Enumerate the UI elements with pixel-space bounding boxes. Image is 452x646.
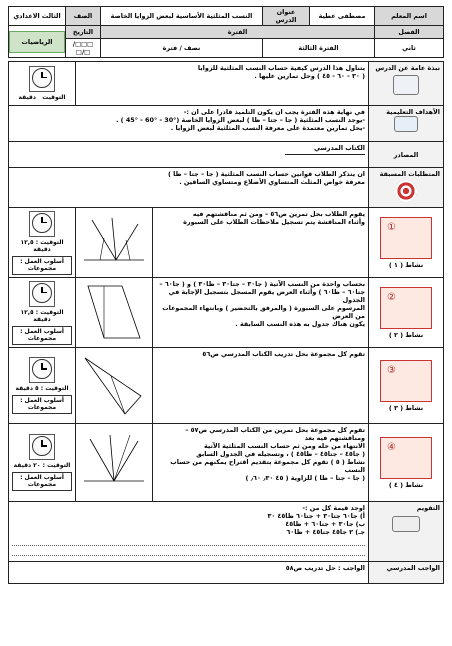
homework-text: الواجب : حل تدريب ص٥٨ bbox=[285, 564, 365, 572]
objectives-label-cell bbox=[369, 106, 444, 142]
timing-unit: دقيقة bbox=[18, 93, 36, 101]
presentation-chart-icon bbox=[393, 75, 419, 95]
activity-4-line-5: ( جا – جتا – ظا ) للزاوية ( ٤٥ ٫٣٠ ٫٦٠ ) bbox=[245, 474, 365, 482]
term-label: الفصل bbox=[375, 26, 444, 39]
evaluation-content bbox=[9, 502, 369, 562]
activity-4-content bbox=[153, 424, 369, 502]
activity-1-content bbox=[153, 208, 369, 278]
header-table bbox=[8, 6, 444, 58]
lesson-plan-page bbox=[8, 6, 444, 636]
timing-label: التوقيت bbox=[42, 93, 66, 101]
period-label: الفترة bbox=[101, 26, 375, 39]
overview-content bbox=[76, 62, 369, 106]
activity-2-figure bbox=[76, 278, 153, 348]
classroom-image-2: ② bbox=[380, 287, 432, 329]
activity-1-line-1: يقوم الطلاب بحل تمرين ص٥٦ – ومن ثم مناقشتهم فيه bbox=[192, 210, 365, 218]
activity-3-method-label: أسلوب العمل : bbox=[20, 396, 64, 404]
activity-4-time: التوقيت : ٢٠ دقيقة bbox=[13, 462, 71, 470]
activity-3-method-box bbox=[12, 395, 72, 414]
activity-1-method-box bbox=[12, 256, 72, 275]
activity-3-figure bbox=[76, 348, 153, 424]
clock-icon bbox=[29, 211, 55, 237]
prereq-label-cell bbox=[369, 168, 444, 208]
homework-content bbox=[9, 562, 369, 584]
activity-3-time: التوقيت : ٥ دقيقة bbox=[15, 385, 69, 393]
target-icon bbox=[395, 180, 417, 202]
prereq-line-2: معرفة خواص المثلث المتساوي الأضلاع ومتساوي الساقين . bbox=[179, 178, 365, 186]
overview-timing bbox=[9, 62, 76, 106]
lesson-title-label: عنوان الدرس bbox=[263, 7, 310, 26]
activity-4-line-3: ( جا٤٥ – جتا٤٥ – ظا٤٥ ) ، وتسجيله في الجدول السابق bbox=[196, 450, 365, 458]
date-value: □□□/□/□ bbox=[66, 39, 101, 58]
activity-2-content bbox=[153, 278, 369, 348]
activity-1-method-label: أسلوب العمل : bbox=[20, 257, 64, 265]
activity-1-meta bbox=[9, 208, 76, 278]
grade-label: الصف bbox=[66, 7, 101, 26]
activity-2-method-box bbox=[12, 326, 72, 345]
objectives-line-2: -يوجد النسب المثلثية ( جا – جتا – ظا ) لبعض الزوايا الخاصة (°30 - °60 - °45 ) . bbox=[116, 116, 365, 124]
activity-1-label: نشاط ( ١ ) bbox=[388, 260, 424, 269]
clock-icon bbox=[29, 357, 55, 383]
activity-3-method: مجموعات bbox=[27, 404, 57, 412]
activity-3-label: نشاط ( ٣ ) bbox=[388, 403, 424, 412]
activity-4-label-cell bbox=[369, 424, 444, 502]
evaluation-line-4: جـ) ٢ جا٤٥ جتا٤٥ + ظا٦٠ bbox=[286, 528, 365, 536]
resources-label: المصادر bbox=[369, 142, 444, 168]
activity-2-method-label: أسلوب العمل : bbox=[20, 327, 64, 335]
objectives-content bbox=[9, 106, 369, 142]
activity-4-label: نشاط ( ٤ ) bbox=[388, 480, 424, 489]
prereq-label: المتطلبات المسبقة bbox=[379, 170, 440, 178]
term-value: ثاني bbox=[375, 39, 444, 58]
activity-2-meta bbox=[9, 278, 76, 348]
classroom-image-3: ③ bbox=[380, 360, 432, 402]
pencil-icon bbox=[392, 516, 420, 532]
main-table bbox=[8, 61, 444, 584]
activity-1-time: التوقيت : ١٢,٥ دقيقة bbox=[20, 238, 64, 253]
objectives-line-3: -يحل تمارين معتمدة على معرفة النسب المثلثية لبعض الزوايا . bbox=[170, 124, 365, 132]
activity-4-figure bbox=[76, 424, 153, 502]
activity-4-method-box bbox=[12, 472, 72, 491]
objectives-label: الأهداف التعليمية bbox=[386, 108, 440, 116]
overview-label-cell bbox=[369, 62, 444, 106]
parallelogram-diagram bbox=[82, 282, 146, 342]
overview-label: نبذة عامة عن الدرس bbox=[375, 64, 440, 72]
activity-1-line-2: وأثناء المناقشة يتم تسجيل ملاحظات الطلاب على السبورة bbox=[183, 218, 365, 226]
activity-2-label-cell bbox=[369, 278, 444, 348]
objectives-icon bbox=[394, 116, 418, 132]
subject-badge bbox=[9, 31, 65, 53]
evaluation-label-cell bbox=[369, 502, 444, 562]
activity-2-method: مجموعات bbox=[27, 335, 57, 342]
activity-2-label: نشاط ( ٢ ) bbox=[388, 330, 424, 339]
teacher-label: اسم المعلم bbox=[375, 7, 444, 26]
classroom-image-4: ④ bbox=[380, 437, 432, 479]
activity-4-line-4: نشاط ( ٥ ) تقوم كل مجموعة بتقديم اقتراح يمكنهم من حساب النسب bbox=[170, 458, 365, 474]
date-label: التاريخ bbox=[66, 26, 101, 39]
teacher-name: مصطفى عطية bbox=[310, 7, 375, 26]
grade-value: الثالث الاعدادي bbox=[9, 7, 66, 26]
classroom-image-1: ① bbox=[380, 217, 432, 259]
activity-1-method: مجموعات bbox=[27, 265, 57, 272]
evaluation-line-3: ب) جا٣٠ + جتا٦٠ + ظا٤٥ bbox=[285, 520, 365, 528]
objectives-line-1: في نهاية هذه الفترة يجب ان يكون التلميذ قادرا على ان :- bbox=[183, 108, 365, 116]
activity-4-line-1: تقوم كل مجموعة بحل تمرين من الكتاب المدرسي ص٥٧ – ومناقشتهم فيه بعد bbox=[185, 426, 365, 442]
subject-badge-text: الرياضيات bbox=[21, 37, 53, 46]
activity-2-line-4: يكون هناك جدول به هذه النسب السابقة . bbox=[235, 320, 365, 328]
activity-1-figure bbox=[76, 208, 153, 278]
activity-1-label-cell bbox=[369, 208, 444, 278]
evaluation-line-2: أ) جا٦٠ جتا٣٠ + جتا٦٠ ظا٤٥ ٣٠ bbox=[267, 512, 365, 520]
overview-text-2: ( ٣٠ - ٦٠ - ٤٥ ) وحل تمارين عليها . bbox=[254, 72, 365, 80]
activity-3-line-1: تقوم كل مجموعة بحل تدريب الكتاب المدرسي ص٥٦ bbox=[202, 350, 365, 358]
homework-label: الواجب المدرسي bbox=[386, 564, 440, 572]
activity-4-meta bbox=[9, 424, 76, 502]
period-value: نصف / فترة bbox=[101, 39, 263, 58]
activity-2-line-3: المرسوم على السبورة ( والمرفق بالتحضير ) وبانتهاء المجموعات من العرض bbox=[162, 304, 365, 320]
activity-2-line-2: جتا٦٠ – ظا٦٠ ) وأثناء العرض يقوم المسجل بتسجيل الإجابة في الجدول bbox=[168, 288, 365, 304]
prereq-line-1: ان يتذكر الطلاب قوانين حساب النسب المثلثية ( جا – جتا – ظا ) bbox=[167, 170, 365, 178]
evaluation-line-1: اوجد قيمة كل من :- bbox=[302, 504, 365, 512]
activity-2-line-1: بحساب واحدة من النسب الآتية ( جا٣٠ – جتا٣٠ – ظا٣٠ ) و ( جا٦٠ – bbox=[159, 280, 365, 288]
homework-label-cell bbox=[369, 562, 444, 584]
evaluation-label: التقويم bbox=[416, 504, 440, 512]
activity-4-method-label: أسلوب العمل : bbox=[20, 473, 64, 481]
activity-2-time: التوقيت : ١٢,٥ دقيقة bbox=[20, 308, 64, 323]
overview-text-1: يتناول هذا الدرس كيفية حساب النسب المثلثية للزوايا bbox=[197, 64, 365, 72]
activity-4-line-2: الانتهاء من حله ومن ثم حساب النسب المثلثية الآتية bbox=[204, 442, 365, 450]
triangle-diagram bbox=[81, 352, 147, 418]
clock-icon bbox=[29, 66, 55, 92]
prereq-content bbox=[9, 168, 369, 208]
clock-icon bbox=[29, 281, 55, 307]
angles-diagram-2 bbox=[82, 431, 146, 493]
lesson-title: النسب المثلثية الأساسية لبعض الزوايا الخاصة bbox=[101, 7, 263, 26]
activity-3-content bbox=[153, 348, 369, 424]
activity-3-meta bbox=[9, 348, 76, 424]
angles-diagram-1 bbox=[82, 214, 146, 270]
activity-3-label-cell bbox=[369, 348, 444, 424]
resources-text: الكتاب المدرسي bbox=[314, 144, 365, 152]
resources-content bbox=[9, 142, 369, 168]
activity-4-method: مجموعات bbox=[27, 481, 57, 489]
period3-value: الفترة الثالثة bbox=[263, 39, 375, 58]
clock-icon bbox=[29, 434, 55, 460]
subject-badge-cell bbox=[9, 26, 66, 58]
